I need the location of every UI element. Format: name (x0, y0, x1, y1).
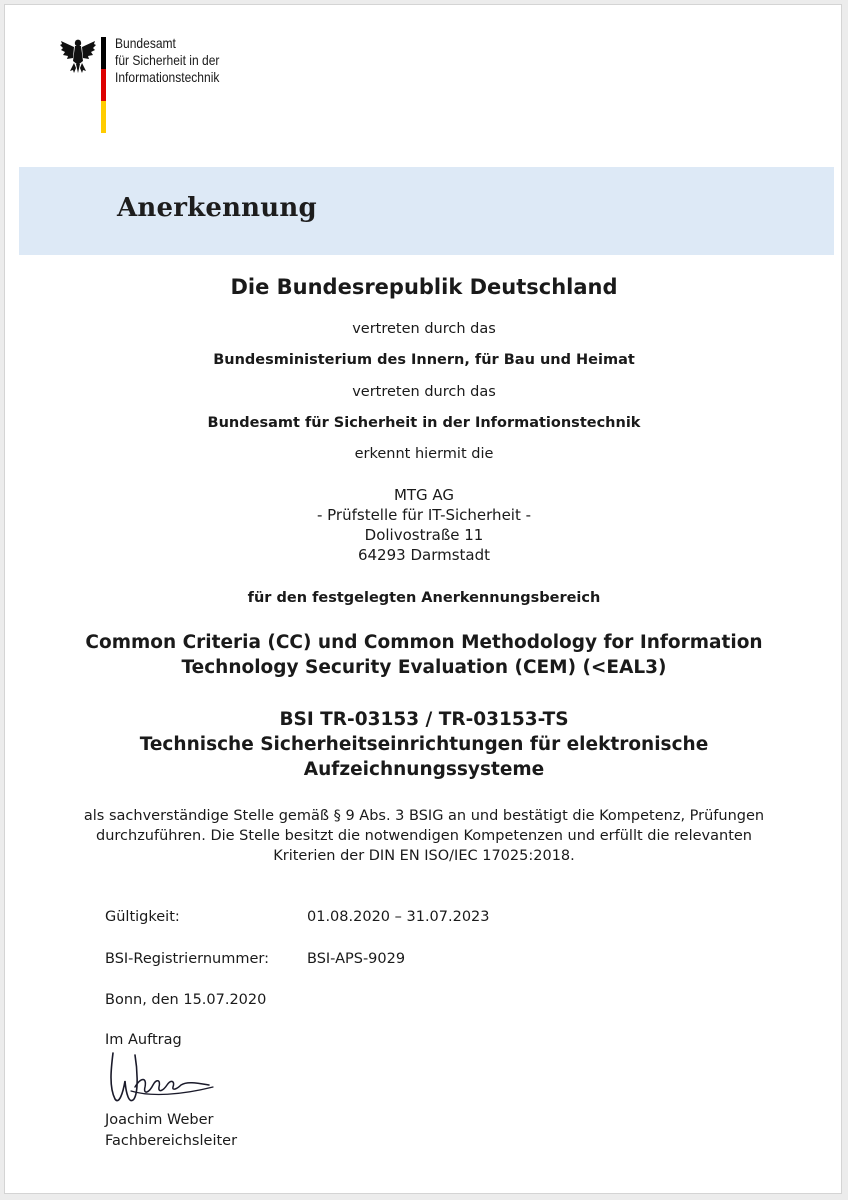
statement-line: als sachverständige Stelle gemäß § 9 Abs. 3 BSIG an und bestätigt die Kompetenz, Prüfungen (83, 808, 765, 824)
ministry-name: Bundesministerium des Innern, für Bau und Heimat (213, 352, 635, 368)
german-flag-bar (101, 37, 106, 133)
cc-scope (5, 630, 842, 680)
tr-scope-line: BSI TR-03153 / TR-03153-TS (279, 709, 569, 730)
office-name: Bundesamt für Sicherheit in der Informationstechnik (207, 415, 641, 431)
bsi-logo (59, 35, 289, 135)
signer-role: Fachbereichsleiter (105, 1133, 238, 1149)
statement-line: Kriterien der DIN EN ISO/IEC 17025:2018. (273, 848, 575, 864)
address-line: MTG AG (393, 486, 455, 504)
flag-gold-stripe (101, 101, 106, 133)
place-date: Bonn, den 15.07.2020 (105, 992, 267, 1008)
agency-name-line: Informationstechnik (115, 69, 220, 85)
handwritten-signature (101, 1047, 221, 1111)
represented-by-text: vertreten durch das (352, 384, 496, 400)
lab-address (5, 485, 842, 565)
address-line: 64293 Darmstadt (357, 546, 491, 564)
statement-paragraph (5, 806, 842, 866)
country-heading: Die Bundesrepublik Deutschland (230, 275, 618, 299)
agency-name-line: Bundesamt (115, 35, 176, 51)
certificate-page (4, 4, 842, 1194)
recognition-area-label: für den festgelegten Anerkennungsbereich (247, 590, 601, 606)
registration-value: BSI-APS-9029 (307, 951, 406, 967)
on-behalf-text: Im Auftrag (105, 1032, 182, 1048)
flag-red-stripe (101, 69, 106, 101)
document-title: Anerkennung (117, 193, 317, 223)
cc-scope-line: Common Criteria (CC) und Common Methodology for Information (85, 632, 763, 653)
validity-value: 01.08.2020 – 31.07.2023 (307, 909, 490, 925)
federal-eagle-icon (59, 35, 97, 75)
agency-name-line: für Sicherheit in der (115, 52, 220, 68)
tr-scope-line: Technische Sicherheitseinrichtungen für elektronische (139, 734, 709, 755)
cc-scope-line: Technology Security Evaluation (CEM) (<EAL3) (181, 657, 667, 678)
validity-label: Gültigkeit: (105, 909, 180, 925)
flag-black-stripe (101, 37, 106, 69)
title-band (19, 167, 834, 255)
registration-label: BSI-Registriernummer: (105, 951, 269, 967)
address-line: Dolivostraße 11 (364, 526, 484, 544)
represented-by-text: vertreten durch das (352, 321, 496, 337)
recognizes-text: erkennt hiermit die (354, 446, 494, 462)
agency-name (115, 35, 236, 86)
address-line: - Prüfstelle für IT-Sicherheit - (316, 506, 532, 524)
tr-scope (5, 707, 842, 782)
statement-line: durchzuführen. Die Stelle besitzt die notwendigen Kompetenzen und erfüllt die relevanten (96, 828, 752, 844)
signer-name: Joachim Weber (105, 1112, 214, 1128)
tr-scope-line: Aufzeichnungssysteme (303, 759, 545, 780)
